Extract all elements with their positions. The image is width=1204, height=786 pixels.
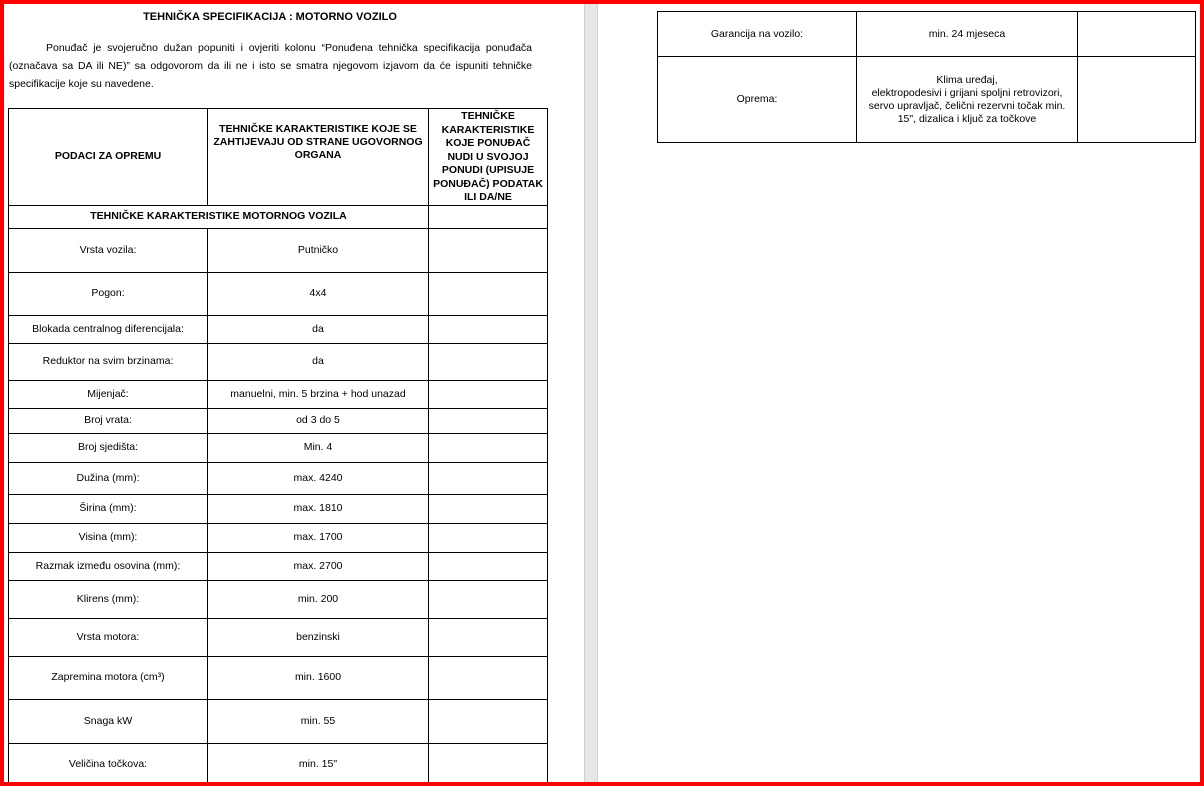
section-row [9, 205, 548, 228]
spec-table [8, 108, 548, 782]
offer-cell[interactable] [429, 552, 548, 580]
row-label: Klirens (mm): [9, 580, 208, 618]
offer-cell[interactable] [429, 462, 548, 494]
offer-cell[interactable] [429, 699, 548, 743]
offer-cell[interactable] [429, 315, 548, 343]
offer-cell[interactable] [1078, 57, 1196, 143]
table-row [9, 315, 548, 343]
document-page-left [4, 4, 584, 782]
table-row [9, 743, 548, 782]
row-value: Min. 4 [208, 433, 429, 462]
offer-cell[interactable] [429, 272, 548, 315]
offer-cell[interactable] [429, 743, 548, 782]
offer-cell[interactable] [429, 580, 548, 618]
table-row [9, 552, 548, 580]
offer-cell[interactable] [429, 205, 548, 228]
offer-cell[interactable] [429, 523, 548, 552]
row-value: max. 2700 [208, 552, 429, 580]
row-label: Visina (mm): [9, 523, 208, 552]
page-gutter [584, 4, 598, 782]
table-row [9, 656, 548, 699]
row-label: Vrsta vozila: [9, 228, 208, 272]
row-label: Širina (mm): [9, 494, 208, 523]
offer-cell[interactable] [429, 380, 548, 408]
value-line: Klima uređaj, [936, 73, 998, 86]
document-intro: Ponuđač je svojeručno dužan popuniti i ovjeriti kolonu “Ponuđena tehnička specifikacija ponuđača (označava sa DA ili NE)” sa odgovorom da ili ne i isto se smatra njegovom izjavom da će ispuniti tehničke specifikacije koje su navedene. [9, 42, 532, 90]
row-label: Blokada centralnog diferencijala: [9, 315, 208, 343]
table-row [9, 380, 548, 408]
header-cell-required: TEHNIČKE KARAKTERISTIKE KOJE SE ZAHTIJEVAJU OD STRANE UGOVORNOG ORGANA [208, 109, 429, 206]
row-value: min. 24 mjeseca [857, 12, 1078, 57]
row-label: Snaga kW [9, 699, 208, 743]
row-label: Garancija na vozilo: [658, 12, 857, 57]
row-value: max. 1700 [208, 523, 429, 552]
row-label: Reduktor na svim brzinama: [9, 343, 208, 380]
row-label: Razmak između osovina (mm): [9, 552, 208, 580]
row-value: min. 200 [208, 580, 429, 618]
row-value: min. 55 [208, 699, 429, 743]
spec-table-continued [657, 11, 1196, 143]
value-line: 15", dizalica i ključ za točkove [897, 112, 1037, 125]
offer-cell[interactable] [429, 433, 548, 462]
table-row [9, 462, 548, 494]
row-label: Mijenjač: [9, 380, 208, 408]
section-title: TEHNIČKE KARAKTERISTIKE MOTORNOG VOZILA [9, 205, 429, 228]
row-value: od 3 do 5 [208, 408, 429, 433]
row-value: Putničko [208, 228, 429, 272]
row-label: Vrsta motora: [9, 618, 208, 656]
row-label: Broj sjedišta: [9, 433, 208, 462]
row-value: min. 15" [208, 743, 429, 782]
row-label: Zapremina motora (cm³) [9, 656, 208, 699]
table-row [9, 228, 548, 272]
table-row [9, 580, 548, 618]
row-value: da [208, 315, 429, 343]
table-header-row [9, 109, 548, 206]
offer-cell[interactable] [1078, 12, 1196, 57]
offer-cell[interactable] [429, 408, 548, 433]
offer-cell[interactable] [429, 494, 548, 523]
offer-cell[interactable] [429, 656, 548, 699]
row-label: Oprema: [658, 57, 857, 143]
offer-cell[interactable] [429, 228, 548, 272]
row-value [857, 57, 1078, 143]
table-row [9, 408, 548, 433]
value-line: servo upravljač, čelični rezervni točak min. [868, 99, 1066, 112]
row-label: Veličina točkova: [9, 743, 208, 782]
row-value: 4x4 [208, 272, 429, 315]
table-row [9, 618, 548, 656]
header-cell-offered: TEHNIČKE KARAKTERISTIKE KOJE PONUĐAČ NUDI U SVOJOJ PONUDI (UPISUJE PONUĐAČ) PODATAK ILI DA/NE [429, 109, 548, 206]
row-value: manuelni, min. 5 brzina + hod unazad [208, 380, 429, 408]
row-value: max. 1810 [208, 494, 429, 523]
document-page-right [598, 4, 1200, 782]
table-row [9, 433, 548, 462]
value-line: elektropodesivi i grijani spoljni retrovizori, [871, 86, 1063, 99]
row-label: Dužina (mm): [9, 462, 208, 494]
row-value: min. 1600 [208, 656, 429, 699]
row-value: da [208, 343, 429, 380]
table-row [9, 272, 548, 315]
table-row [658, 57, 1196, 143]
header-cell-equipment: PODACI ZA OPREMU [9, 109, 208, 206]
row-value: max. 4240 [208, 462, 429, 494]
table-row [9, 699, 548, 743]
table-row [658, 12, 1196, 57]
row-value: benzinski [208, 618, 429, 656]
document-title: TEHNIČKA SPECIFIKACIJA : MOTORNO VOZILO [143, 11, 397, 23]
offer-cell[interactable] [429, 343, 548, 380]
table-row [9, 343, 548, 380]
offer-cell[interactable] [429, 618, 548, 656]
table-row [9, 494, 548, 523]
table-row [9, 523, 548, 552]
row-label: Pogon: [9, 272, 208, 315]
row-label: Broj vrata: [9, 408, 208, 433]
